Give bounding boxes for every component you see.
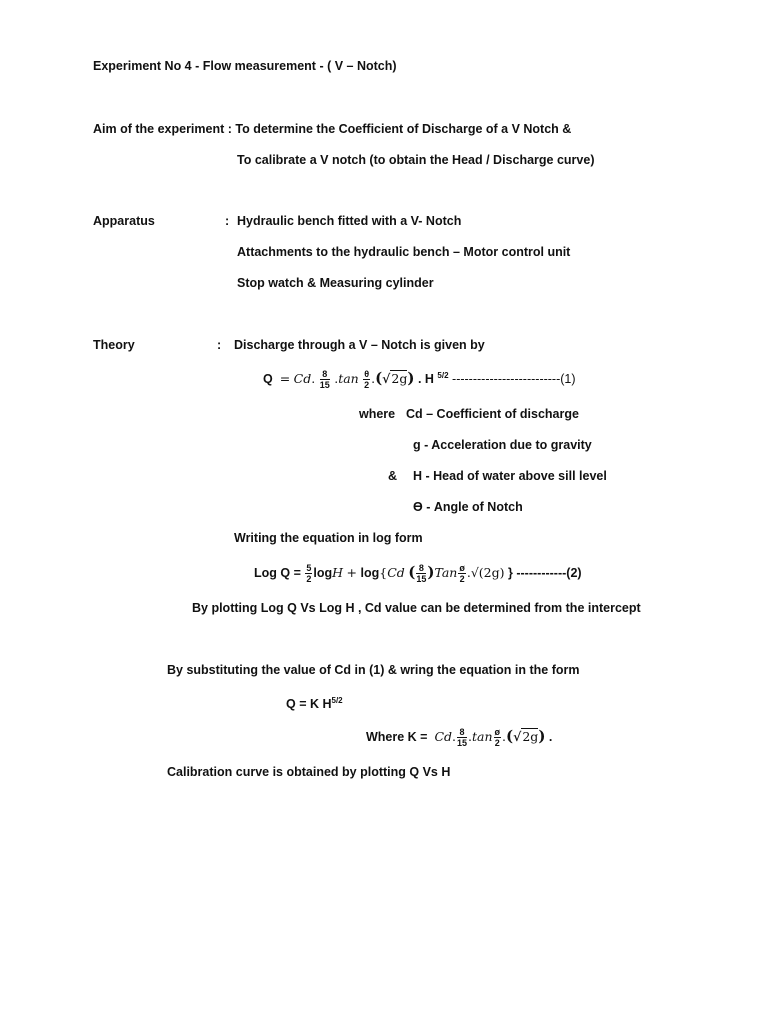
apparatus-item: Stop watch & Measuring cylinder <box>237 276 434 290</box>
aim-line: Aim of the experiment : To determine the Coefficient of Discharge of a V Notch & <box>93 122 572 136</box>
log-intro: Writing the equation in log form <box>234 531 423 545</box>
page-title: Experiment No 4 - Flow measurement - ( V – Notch) <box>93 59 397 73</box>
apparatus-item: Attachments to the hydraulic bench – Motor control unit <box>237 245 571 259</box>
theory-colon: : <box>217 338 222 352</box>
definition-theta: ϴ - Angle of Notch <box>413 500 523 514</box>
apparatus-label: Apparatus <box>93 214 155 228</box>
where-label: where <box>359 407 396 421</box>
theory-label: Theory <box>93 338 135 352</box>
theory-intro: Discharge through a V – Notch is given by <box>234 338 485 352</box>
equation-2: Log Q = $\frac{5}{2}$ logH + log{Cd ( $\frac{8}{15}$ )Tan $\frac{ø}{2}$ .√(2g) } ------------(2) <box>254 562 582 584</box>
equation-1: Q = Cd. $\frac{8}{15}$ .tan $\frac{\theta}{2}$ .(√2g) . H $^{5/2}$ --------------------------(1) <box>263 369 576 391</box>
equation-3: Q = K $H^{5/2}$ <box>286 696 343 712</box>
calibration-line: Calibration curve is obtained by plotting Q Vs H <box>167 765 451 779</box>
ampersand: & <box>388 469 398 483</box>
definition-cd: Cd – Coefficient of discharge <box>406 407 579 421</box>
plot-line: By plotting Log Q Vs Log H , Cd value can be determined from the intercept <box>192 601 641 615</box>
apparatus-colon: : <box>225 214 230 228</box>
aim-line-2: To calibrate a V notch (to obtain the Head / Discharge curve) <box>237 153 595 167</box>
definition-g: g - Acceleration due to gravity <box>413 438 592 452</box>
apparatus-item: Hydraulic bench fitted with a V- Notch <box>237 214 462 228</box>
definition-h: H - Head of water above sill level <box>413 469 607 483</box>
substitution-line: By substituting the value of Cd in (1) & wring the equation in the form <box>167 663 580 677</box>
equation-4: Where K = Cd. $\frac{8}{15}$ .tan $\frac{ø}{2}$ .(√2g) . <box>366 726 553 748</box>
